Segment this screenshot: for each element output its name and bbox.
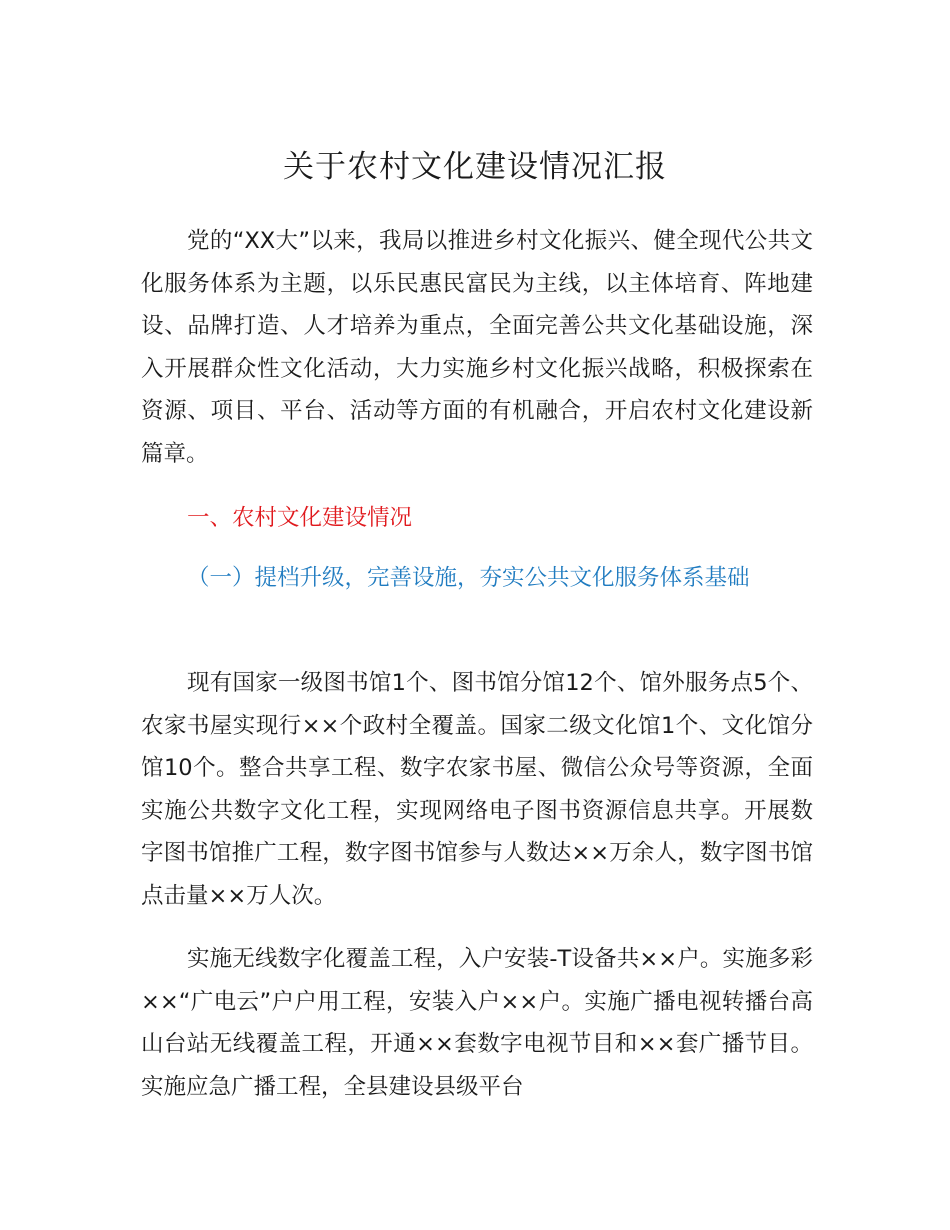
document-title: 关于农村文化建设情况汇报 — [283, 149, 667, 185]
subsection-heading: （一）提档升级，完善设施，夯实公共文化服务体系基础 — [187, 565, 750, 591]
body-paragraph: 现有国家一级图书馆1个、图书馆分馆12个、馆外服务点5个、农家书屋实现行××个政村全覆盖。国家二级文化馆1个、文化馆分馆10个。整合共享工程、数字农家书屋、微信公众号等资源，全面实施公共数字文化工程，实现网络电子图书资源信息共享。开展数字图书馆推广工程，数字图书馆参与人数达××万余人，数字图书馆点击量××万人次。 — [141, 670, 813, 909]
section-heading: 一、农村文化建设情况 — [187, 505, 413, 531]
body-paragraph: 实施无线数字化覆盖工程，入户安装-T设备共××户。实施多彩××“广电云”户户用工程，安装入户××户。实施广播电视转播台高山台站无线覆盖工程，开通××套数字电视节目和××套广播节目。实施应急广播工程，全县建设县级平台 — [141, 946, 813, 1100]
intro-paragraph: 党的“XX大”以来，我局以推进乡村文化振兴、健全现代公共文化服务体系为主题，以乐民惠民富民为主线，以主体培育、阵地建设、品牌打造、人才培养为重点，全面完善公共文化基础设施，深入开展群众性文化活动，大力实施乡村文化振兴战略，积极探索在资源、项目、平台、活动等方面的有机融合，开启农村文化建设新篇章。 — [141, 228, 813, 467]
